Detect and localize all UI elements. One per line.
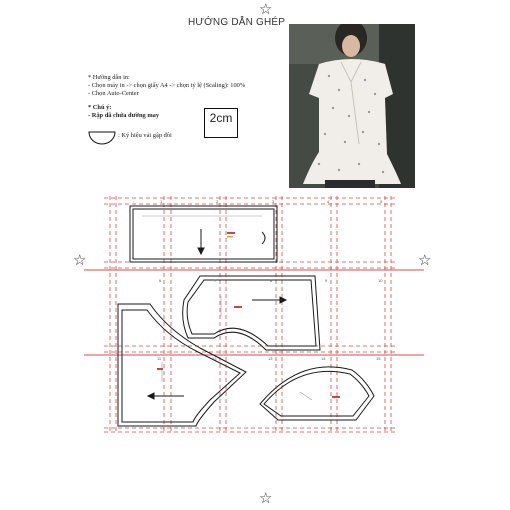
grid-page-number: 14: [321, 356, 326, 361]
grid-page-number: 4: [327, 199, 330, 204]
star-outline-icon: ☆: [259, 489, 273, 507]
print-instructions-heading: * Hướng dẫn in:: [88, 74, 130, 81]
grid-page-number: 10: [378, 278, 383, 283]
grid-page-number: 7: [214, 278, 217, 283]
grid-page-number: 11: [157, 356, 162, 361]
sleeve-piece: [260, 367, 374, 420]
grid-page-number: 2: [216, 199, 219, 204]
grid-page-number: 9: [325, 278, 328, 283]
band-piece: [130, 206, 277, 262]
fold-symbol-legend: : Ký hiệu vải gập đôi: [118, 132, 172, 139]
star-outline-icon: ☆: [418, 251, 432, 269]
scale-label: 2cm: [209, 111, 233, 125]
page-title: HƯỚNG DẪN GHÉP: [188, 17, 286, 28]
star-outline-icon: ☆: [259, 0, 273, 18]
pattern-pieces: [118, 206, 374, 426]
note-heading: * Chú ý:: [88, 104, 112, 111]
front-bodice-piece: [118, 304, 246, 426]
star-outline-icon: ☆: [73, 251, 87, 269]
grid-page-number: 8: [270, 278, 273, 283]
grid-page-number: 13: [268, 356, 273, 361]
back-bodice-piece: [183, 276, 320, 350]
grid-page-number: 12: [212, 356, 217, 361]
grid-page-number: 5: [380, 199, 383, 204]
print-instruction-line: - Chọn Auto-Center: [88, 90, 139, 97]
grid-page-number: 3: [272, 199, 275, 204]
grid-page-number: 6: [159, 278, 162, 283]
seam-allowance-note: - Rập đã chứa đường may: [88, 112, 160, 119]
print-instruction-line: - Chọn máy in -> chọn giấy A4 -> chọn tỷ lệ (Scaling): 100%: [88, 82, 246, 89]
grid-lines: [104, 196, 396, 434]
grid-page-number: 15: [376, 356, 381, 361]
grid-page-number: 1: [160, 199, 163, 204]
